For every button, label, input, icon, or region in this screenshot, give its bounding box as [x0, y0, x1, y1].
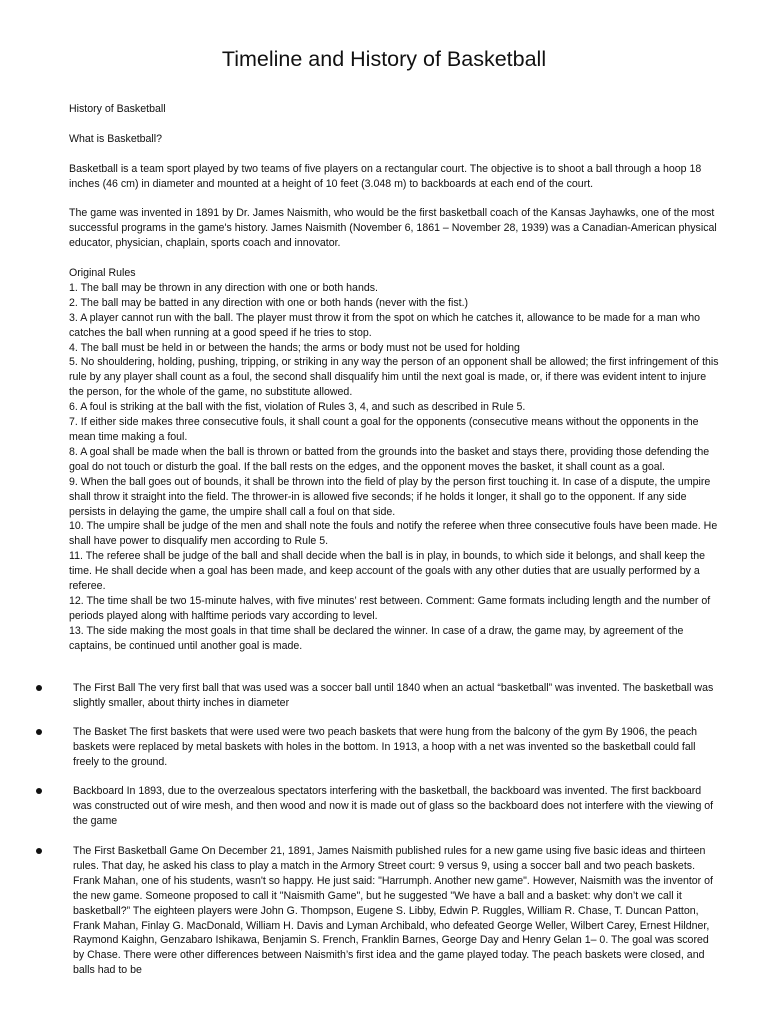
bullet-dot-icon	[36, 685, 42, 691]
bullet-first-ball	[73, 681, 721, 711]
bullet-text: The First Ball The very first ball that was used was a soccer ball until 1840 when an actual “basketball” was invented. The basketball was slightly smaller, about thirty inches in diameter	[73, 682, 714, 709]
bullet-backboard	[73, 784, 721, 829]
rule-4: 4. The ball must be held in or between the hands; the arms or body must not be used for holding	[69, 341, 520, 354]
rule-11: 11. The referee shall be judge of the ball and shall decide when the ball is in play, in bounds, to which side it belongs, and shall keep the time. He shall decide when a goal has been made, and keep account of the goals with any other duties that are usually performed by a referee.	[69, 550, 706, 593]
heading-what-is-basketball: What is Basketball?	[69, 133, 163, 145]
paragraph-invention	[69, 206, 719, 251]
bullet-dot-icon	[36, 729, 42, 735]
bullet-first-game	[73, 844, 721, 978]
rule-5: 5. No shouldering, holding, pushing, tripping, or striking in any way the person of an opponent shall be allowed; the first infringement of this rule by any player shall count as a foul, the second shall disqualify him until the next goal is made, or, if there was evident intent to injure the person, for the whole of the game, no substitute allowed.	[69, 356, 719, 399]
rule-9: 9. When the ball goes out of bounds, it shall be thrown into the field of play by the person first touching it. In case of a dispute, the umpire shall throw it straight into the field. The thrower-in is allowed five seconds; if he holds it longer, it shall go to the opponent. If any side persists in delaying the game, the umpire shall call a foul on that side.	[69, 475, 711, 518]
rules-heading: Original Rules	[69, 267, 136, 279]
original-rules	[69, 266, 719, 654]
rule-2: 2. The ball may be batted in any direction with one or both hands (never with the fist.)	[69, 296, 469, 309]
rule-12: 12. The time shall be two 15-minute halves, with five minutes’ rest between. Comment: Game formats including length and the number of periods played along with halftime periods vary according to level.	[69, 594, 711, 622]
bullet-basket	[73, 725, 721, 770]
rule-13: 13. The side making the most goals in that time shall be declared the winner. In case of a draw, the game may, by agreement of the captains, be continued until another goal is made.	[69, 624, 684, 652]
heading-history: History of Basketball	[69, 103, 166, 115]
rule-7: 7. If either side makes three consecutive fouls, it shall count a goal for the opponents (consecutive means without the opponents in the mean time making a foul.	[69, 416, 699, 443]
rule-1: 1. The ball may be thrown in any direction with one or both hands.	[69, 281, 378, 294]
bullet-dot-icon	[36, 848, 42, 854]
bullet-text: Backboard In 1893, due to the overzealous spectators interfering with the basketball, the backboard was invented. The first backboard was constructed out of wire mesh, and then wood and now it is made out of glass so the backboard does not interfere with the viewing of the game	[73, 785, 714, 827]
bullet-text: The First Basketball Game On December 21, 1891, James Naismith published rules for a new game using five basic ideas and thirteen rules. That day, he asked his class to play a match in the Armory Street court: 9 versus 9, using a soccer ball and two peach baskets. Frank Mahan, one of his students, wasn't so happy. He just said: "Harrumph. Another new game". However, Naismith was the inventor of the new game. Someone proposed to call it "Naismith Game", but he suggested "We have a ball and a basket: why don’t we call it basketball?” The eighteen players were John G. Thompson, Eugene S. Libby, Edwin P. Ruggles, William R. Chase, T. Duncan Patton, Frank Mahan, Finlay G. MacDonald, William H. Davis and Lyman Archibald, who defeated George Weller, Wilbert Carey, Ernest Hildner, Raymond Kaighn, Genzabaro Ishikawa, Benjamin S. French, Franklin Barnes, George Day and Henry Gelan 1– 0. The goal was scored by Chase. There were other differences between Naismith’s first idea and the game played today. The peach baskets were closed, and balls had to be	[73, 845, 713, 977]
rule-6: 6. A foul is striking at the ball with the fist, violation of Rules 3, 4, and such as described in Rule 5.	[69, 401, 526, 414]
section-heading-what	[69, 132, 719, 147]
paragraph-definition	[69, 162, 719, 192]
rule-10: 10. The umpire shall be judge of the men and shall note the fouls and notify the referee when three consecutive fouls have been made. He shall have power to disqualify men according to Rule 5.	[69, 520, 718, 548]
section-heading-history	[69, 102, 719, 117]
bullet-text: The Basket The first baskets that were used were two peach baskets that were hung from the balcony of the gym By 1906, the peach baskets were replaced by metal baskets with holes in the bottom. In 1913, a hoop with a net was invented so the basketball could fall freely to the ground.	[73, 726, 698, 768]
bullet-dot-icon	[36, 788, 42, 794]
page-title: Timeline and History of Basketball	[221, 47, 547, 71]
rule-8: 8. A goal shall be made when the ball is thrown or batted from the grounds into the basket and stays there, providing those defending the goal do not touch or disturb the goal. If the ball rests on the edges, and the opponent moves the basket, it shall count as a goal.	[69, 445, 710, 473]
paragraph-1: Basketball is a team sport played by two teams of five players on a rectangular court. The objective is to shoot a ball through a hoop 18 inches (46 cm) in diameter and mounted at a height of 10 feet (3.048 m) to backboards at each end of the court.	[69, 163, 702, 190]
rule-3: 3. A player cannot run with the ball. The player must throw it from the spot on which he catches it, allowance to be made for a man who catches the ball when running at a good speed if he tries to stop.	[69, 311, 701, 339]
paragraph-2: The game was invented in 1891 by Dr. James Naismith, who would be the first basketball coach of the Kansas Jayhawks, one of the most successful programs in the game's history. James Naismith (November 6, 1861 – November 28, 1939) was a Canadian-American physical educator, physician, chaplain, sports coach and innovator.	[69, 207, 717, 249]
